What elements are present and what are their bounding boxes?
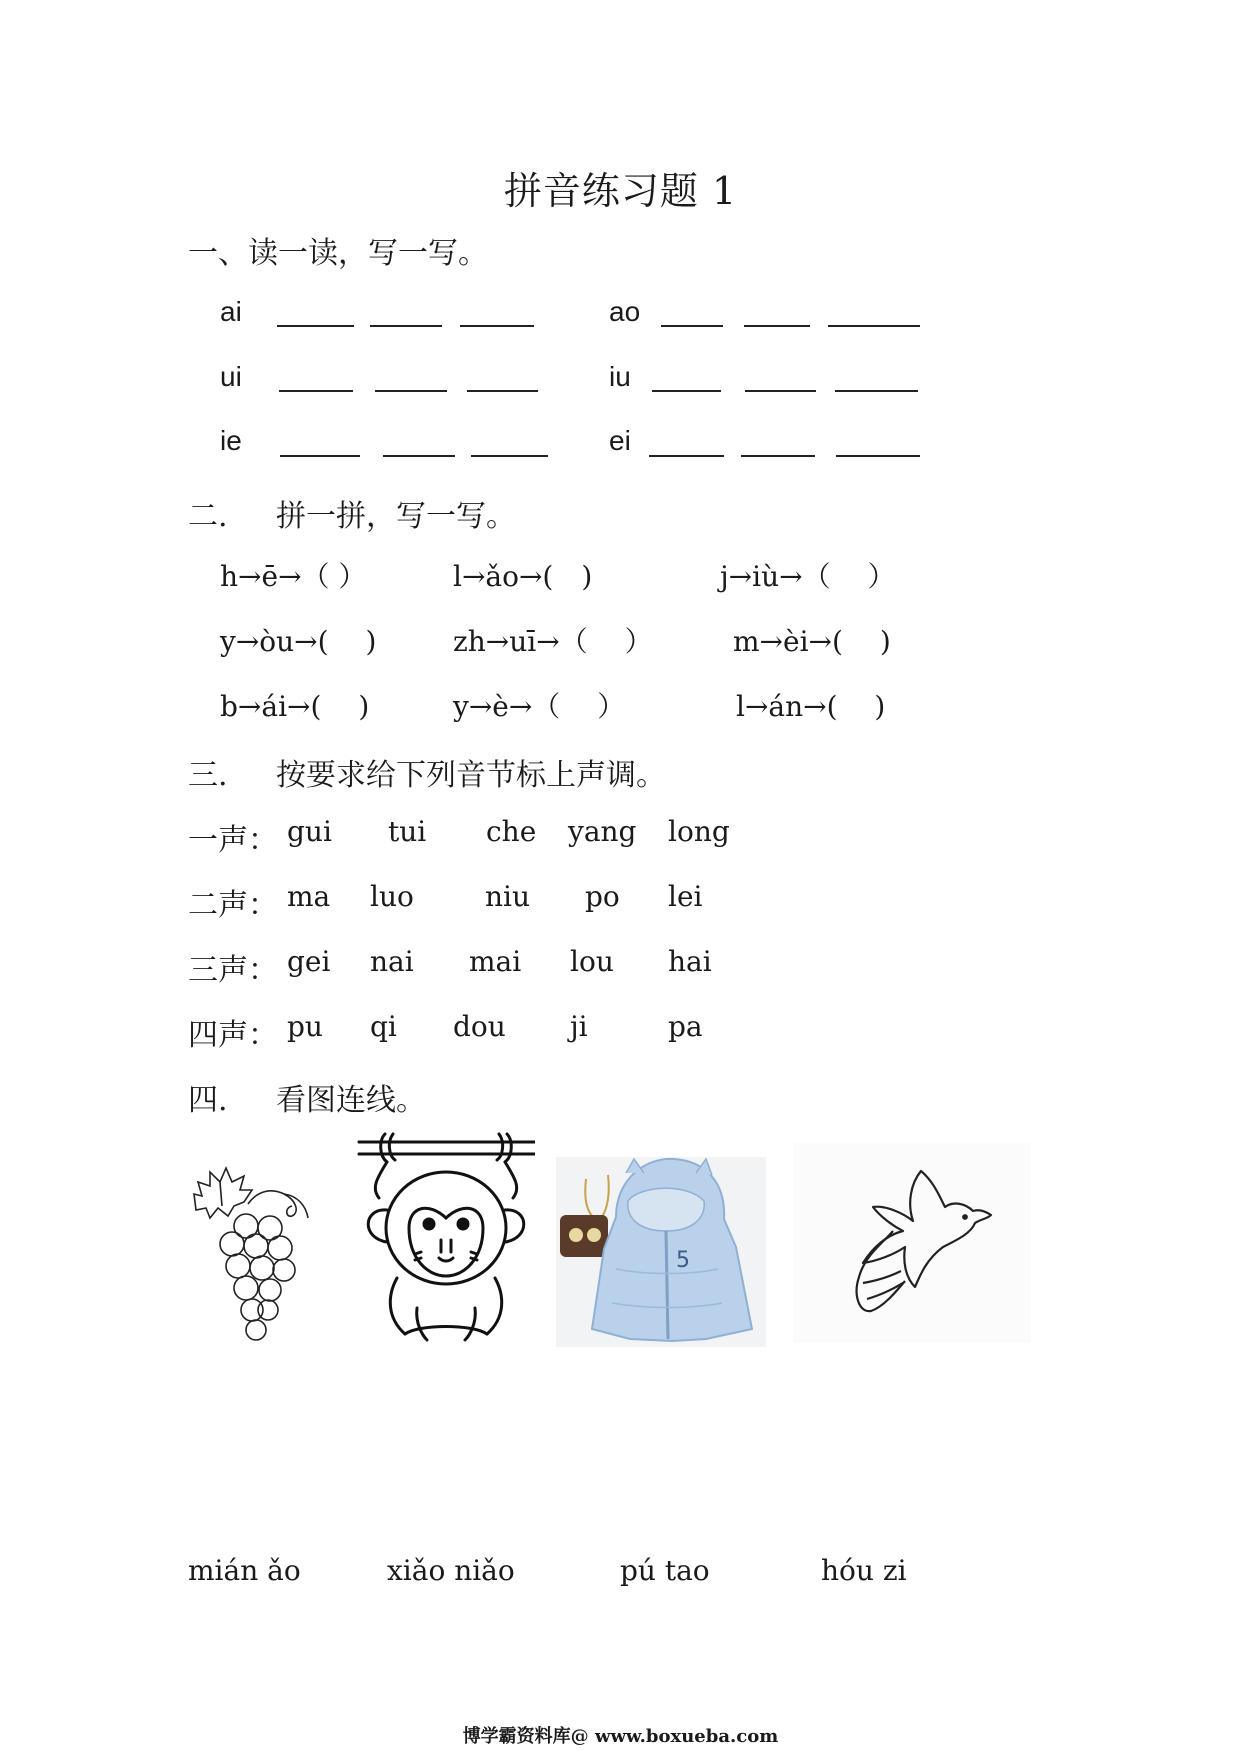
answer-blank[interactable] [467, 390, 538, 392]
answer-blank[interactable] [828, 325, 920, 327]
vowel-label: ei [609, 425, 631, 456]
tone-label: 三声： [188, 953, 278, 988]
section-2-heading [188, 491, 516, 535]
monkey-icon [357, 1128, 535, 1343]
answer-blank[interactable] [460, 325, 534, 327]
syllable: che [486, 815, 537, 848]
bird-icon [793, 1143, 1031, 1343]
answer-blank[interactable] [383, 455, 455, 457]
answer-blank[interactable] [277, 325, 354, 327]
answer-blank[interactable] [741, 455, 815, 457]
syllable: tui [388, 815, 427, 848]
answer-blank[interactable] [280, 455, 360, 457]
section-3-heading [188, 750, 666, 794]
answer-blank[interactable] [471, 455, 548, 457]
answer-blank[interactable] [745, 390, 816, 392]
vowel-label: ao [609, 296, 641, 327]
section-4-heading [188, 1075, 426, 1119]
word-option[interactable]: xiǎo niǎo [387, 1554, 515, 1587]
answer-blank[interactable] [279, 390, 353, 392]
monkey-picture[interactable] [357, 1128, 535, 1343]
vowel-label: ai [220, 296, 242, 327]
spell-item: y→òu→( ) [220, 625, 377, 658]
spell-item: y→è→（ ） [453, 690, 626, 723]
section-text: 拼一拼，写一写。 [276, 499, 516, 534]
syllable: pu [287, 1010, 323, 1043]
spell-item: j→iù→（ ） [720, 560, 896, 593]
tone-label: 一声： [188, 823, 278, 858]
answer-blank[interactable] [652, 390, 721, 392]
syllable: qi [370, 1010, 397, 1043]
spell-item: h→ē→（ ） [220, 560, 367, 593]
spell-item: l→án→( ) [736, 690, 886, 723]
spell-item: m→èi→( ) [733, 625, 891, 658]
word-option[interactable]: mián ǎo [188, 1554, 301, 1587]
grapes-icon [188, 1160, 323, 1345]
syllable: po [585, 880, 620, 913]
syllable: yang [568, 815, 637, 848]
tone-label: 四声： [188, 1018, 278, 1053]
syllable: long [668, 815, 730, 848]
word-option[interactable]: pú tao [620, 1554, 710, 1587]
answer-blank[interactable] [661, 325, 723, 327]
vowel-label: ie [220, 425, 242, 456]
answer-blank[interactable] [836, 455, 920, 457]
syllable: dou [453, 1010, 506, 1043]
syllable: ji [570, 1010, 588, 1043]
syllable: gui [287, 815, 332, 848]
section-number: 四. [188, 1083, 228, 1118]
spell-item: b→ái→( ) [220, 690, 370, 723]
jacket-icon [556, 1157, 766, 1347]
answer-blank[interactable] [744, 325, 810, 327]
vowel-label: iu [609, 361, 631, 392]
spell-item: l→ǎo→( ) [453, 560, 593, 593]
syllable: lou [570, 945, 614, 978]
word-option[interactable]: hóu zi [821, 1554, 907, 1587]
answer-blank[interactable] [370, 325, 442, 327]
tone-label: 二声： [188, 888, 278, 923]
syllable: gei [287, 945, 331, 978]
page-title: 拼音练习题 1 [503, 169, 738, 213]
spell-item: zh→uī→（ ） [453, 625, 653, 658]
section-1-heading: 一、读一读，写一写。 [188, 236, 488, 271]
answer-blank[interactable] [835, 390, 918, 392]
vowel-label: ui [220, 361, 242, 392]
section-text: 看图连线。 [276, 1083, 426, 1118]
section-number: 二. [188, 499, 228, 534]
syllable: hai [668, 945, 712, 978]
jacket-picture[interactable] [556, 1157, 766, 1347]
bird-picture[interactable] [793, 1143, 1031, 1343]
answer-blank[interactable] [649, 455, 724, 457]
footer-watermark: 博学霸资料库@ www.boxueba.com [462, 1726, 779, 1747]
section-text: 按要求给下列音节标上声调。 [276, 758, 666, 793]
syllable: luo [370, 880, 414, 913]
grapes-picture[interactable] [188, 1160, 323, 1345]
syllable: lei [668, 880, 703, 913]
syllable: mai [469, 945, 522, 978]
syllable: ma [287, 880, 331, 913]
answer-blank[interactable] [375, 390, 447, 392]
syllable: nai [370, 945, 414, 978]
syllable: pa [668, 1010, 703, 1043]
section-number: 三. [188, 758, 228, 793]
svg-text:5: 5 [676, 1248, 690, 1273]
syllable: niu [485, 880, 531, 913]
